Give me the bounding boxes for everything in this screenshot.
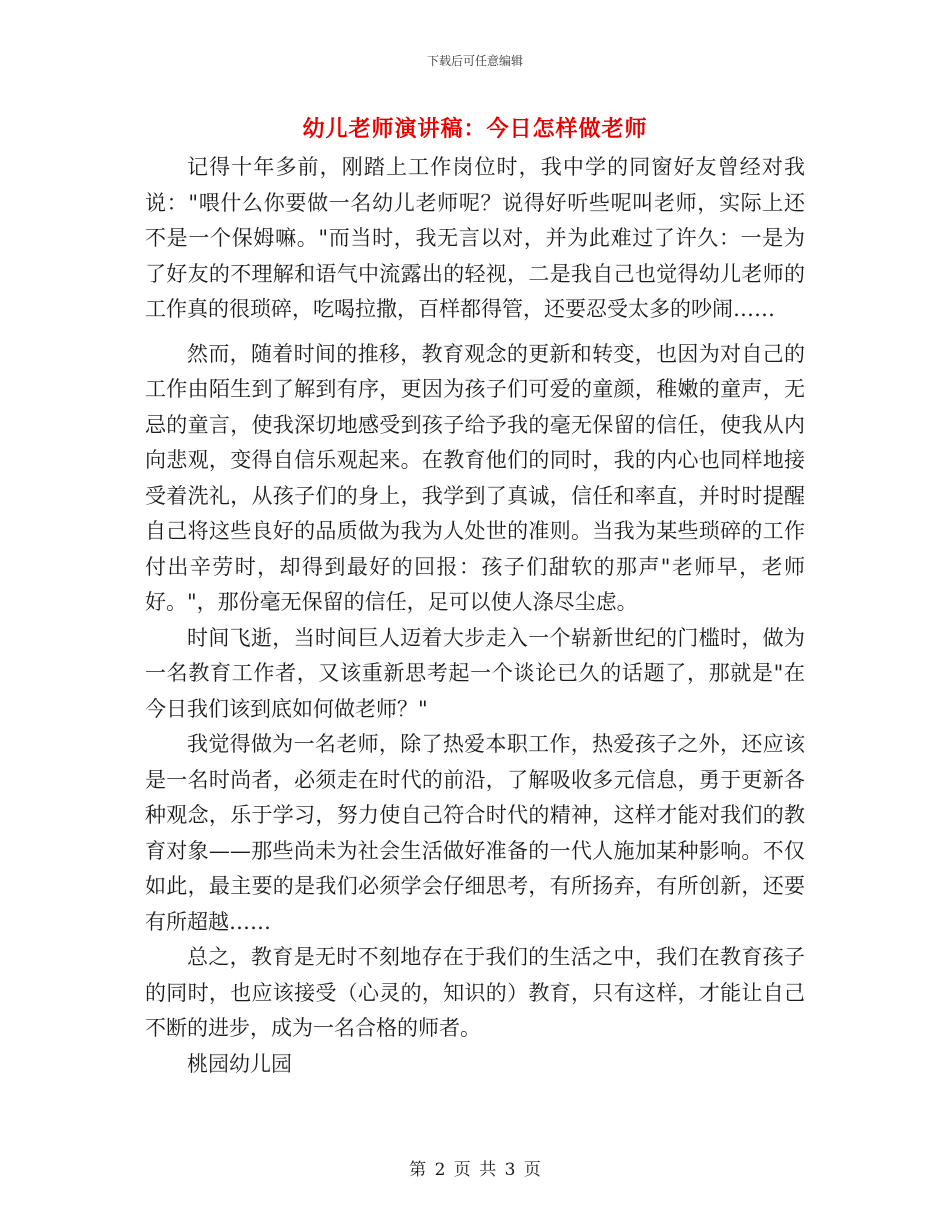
paragraph-4: 我觉得做为一名老师，除了热爱本职工作，热爱孩子之外，还应该是一名时尚者，必须走在时代的前沿，了解吸收多元信息，勇于更新各种观念，乐于学习，努力使自己符合时代的精神，这样才能对我们的教育对象——那些尚未为社会生活做好准备的一代人施加某种影响。不仅如此，最主要的是我们必须学会仔细思考，有所扬弃，有所创新，还要有所超越……	[145, 732, 805, 934]
document-body	[145, 150, 805, 1082]
document-title: 幼儿老师演讲稿：今日怎样做老师	[302, 116, 648, 142]
paragraph-5: 总之，教育是无时不刻地存在于我们的生活之中，我们在教育孩子的同时，也应该接受（心灵的，知识的）教育，只有这样，才能让自己不断的进步，成为一名合格的师者。	[145, 945, 805, 1040]
page-number: 第 2 页 共 3 页	[409, 1160, 541, 1180]
paragraph-1: 记得十年多前，刚踏上工作岗位时，我中学的同窗好友曾经对我说："喂什么你要做一名幼儿老师呢？说得好听些呢叫老师，实际上还不是一个保姆嘛。"而当时，我无言以对，并为此难过了许久：一是为了好友的不理解和语气中流露出的轻视，二是我自己也觉得幼儿老师的工作真的很琐碎，吃喝拉撒，百样都得管，还要忍受太多的吵闹……	[145, 155, 805, 321]
paragraph-3: 时间飞逝，当时间巨人迈着大步走入一个崭新世纪的门槛时，做为一名教育工作者，又该重新思考起一个谈论已久的话题了，那就是"在今日我们该到底如何做老师？"	[145, 625, 805, 721]
header-note: 下载后可任意编辑	[426, 54, 523, 68]
paragraph-2: 然而，随着时间的推移，教育观念的更新和转变，也因为对自己的工作由陌生到了解到有序，更因为孩子们可爱的童颜，稚嫩的童声，无忌的童言，使我深切地感受到孩子给予我的毫无保留的信任，使我从内向悲观，变得自信乐观起来。在教育他们的同时，我的内心也同样地接受着洗礼，从孩子们的身上，我学到了真诚，信任和率直，并时时提醒自己将这些良好的品质做为我为人处世的准则。当我为某些琐碎的工作付出辛劳时，却得到最好的回报：孩子们甜软的那声"老师早，老师好。"，那份毫无保留的信任，足可以使人涤尽尘虑。	[145, 341, 805, 614]
signature-kindergarten: 桃园幼儿园	[187, 1051, 292, 1076]
